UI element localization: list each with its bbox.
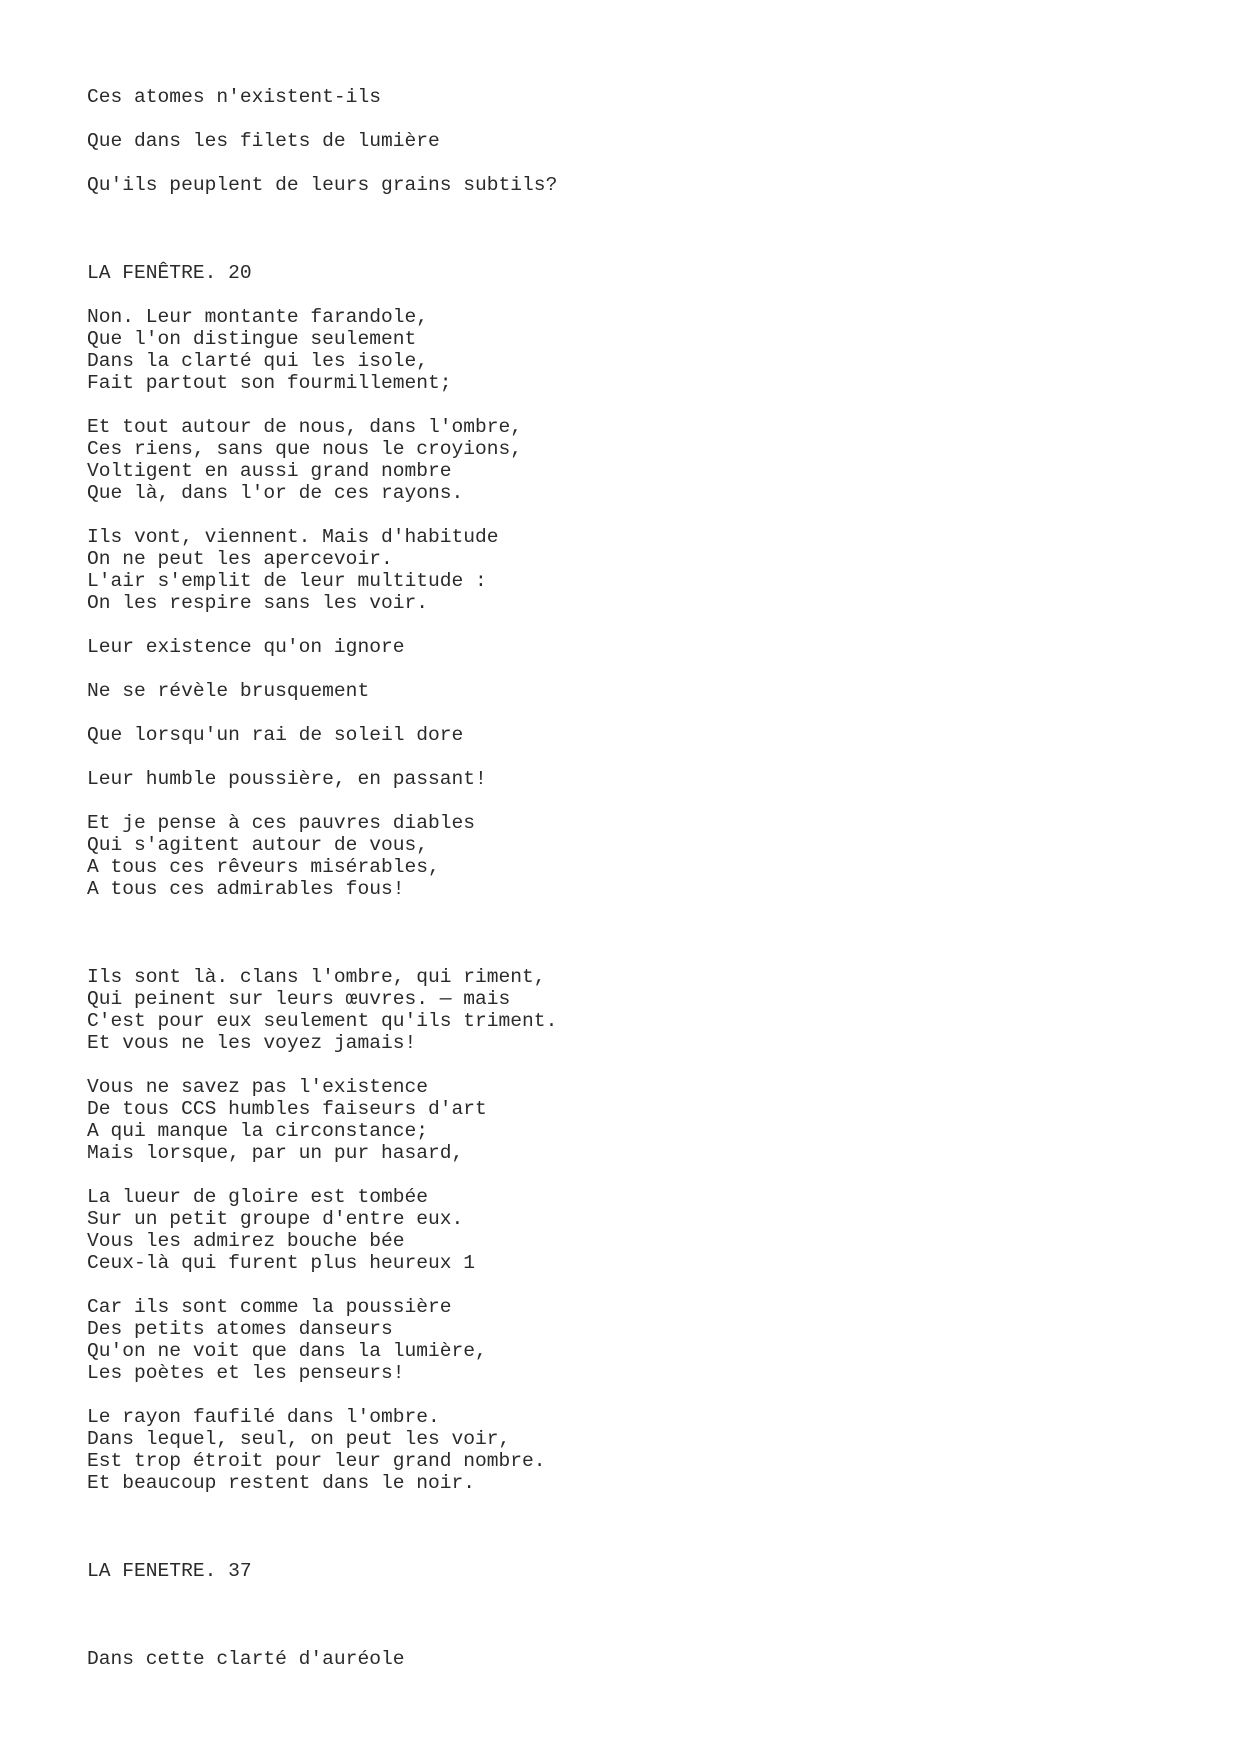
text-line: Ils vont, viennent. Mais d'habitude [87,526,499,548]
text-line: Que dans les filets de lumière [87,130,440,152]
text-line: Qui s'agitent autour de vous, [87,834,428,856]
page-header: LA FENETRE. 37 [87,1560,252,1582]
text-line: Non. Leur montante farandole, [87,306,428,328]
text-line: Fait partout son fourmillement; [87,372,452,394]
text-line: On les respire sans les voir. [87,592,428,614]
page-header: LA FENÊTRE. 20 [87,262,252,284]
text-line: Ces riens, sans que nous le croyions, [87,438,523,460]
text-line: Ceux-là qui furent plus heureux 1 [87,1252,476,1274]
text-line: Dans cette clarté d'auréole [87,1648,405,1670]
text-line: Ils sont là. clans l'ombre, qui riment, [87,966,546,988]
text-line: Dans la clarté qui les isole, [87,350,428,372]
text-line: L'air s'emplit de leur multitude : [87,570,487,592]
text-line: A qui manque la circonstance; [87,1120,428,1142]
text-line: Et vous ne les voyez jamais! [87,1032,417,1054]
text-line: Et tout autour de nous, dans l'ombre, [87,416,523,438]
text-line: La lueur de gloire est tombée [87,1186,428,1208]
text-line: Des petits atomes danseurs [87,1318,393,1340]
text-line: Et je pense à ces pauvres diables [87,812,476,834]
text-line: Leur humble poussière, en passant! [87,768,487,790]
text-line: A tous ces rêveurs misérables, [87,856,440,878]
text-line: Ne se révèle brusquement [87,680,370,702]
text-line: Ces atomes n'existent-ils [87,86,381,108]
text-line: Les poètes et les penseurs! [87,1362,405,1384]
text-line: C'est pour eux seulement qu'ils triment. [87,1010,558,1032]
text-line: Dans lequel, seul, on peut les voir, [87,1428,511,1450]
text-line: Qui peinent sur leurs œuvres. — mais [87,988,511,1010]
text-line: Leur existence qu'on ignore [87,636,405,658]
text-line: A tous ces admirables fous! [87,878,405,900]
text-line: Sur un petit groupe d'entre eux. [87,1208,464,1230]
text-line: Qu'ils peuplent de leurs grains subtils? [87,174,558,196]
text-line: Est trop étroit pour leur grand nombre. [87,1450,546,1472]
document-page [87,0,1187,1755]
text-line: De tous CCS humbles faiseurs d'art [87,1098,487,1120]
text-line: Car ils sont comme la poussière [87,1296,452,1318]
text-line: Voltigent en aussi grand nombre [87,460,452,482]
text-line: On ne peut les apercevoir. [87,548,393,570]
text-line: Que lorsqu'un rai de soleil dore [87,724,464,746]
text-line: Mais lorsque, par un pur hasard, [87,1142,464,1164]
text-line: Et beaucoup restent dans le noir. [87,1472,476,1494]
text-line: Que l'on distingue seulement [87,328,417,350]
text-line: Que là, dans l'or de ces rayons. [87,482,464,504]
text-line: Qu'on ne voit que dans la lumière, [87,1340,487,1362]
text-line: Vous ne savez pas l'existence [87,1076,428,1098]
text-line: Vous les admirez bouche bée [87,1230,405,1252]
text-line: Le rayon faufilé dans l'ombre. [87,1406,440,1428]
